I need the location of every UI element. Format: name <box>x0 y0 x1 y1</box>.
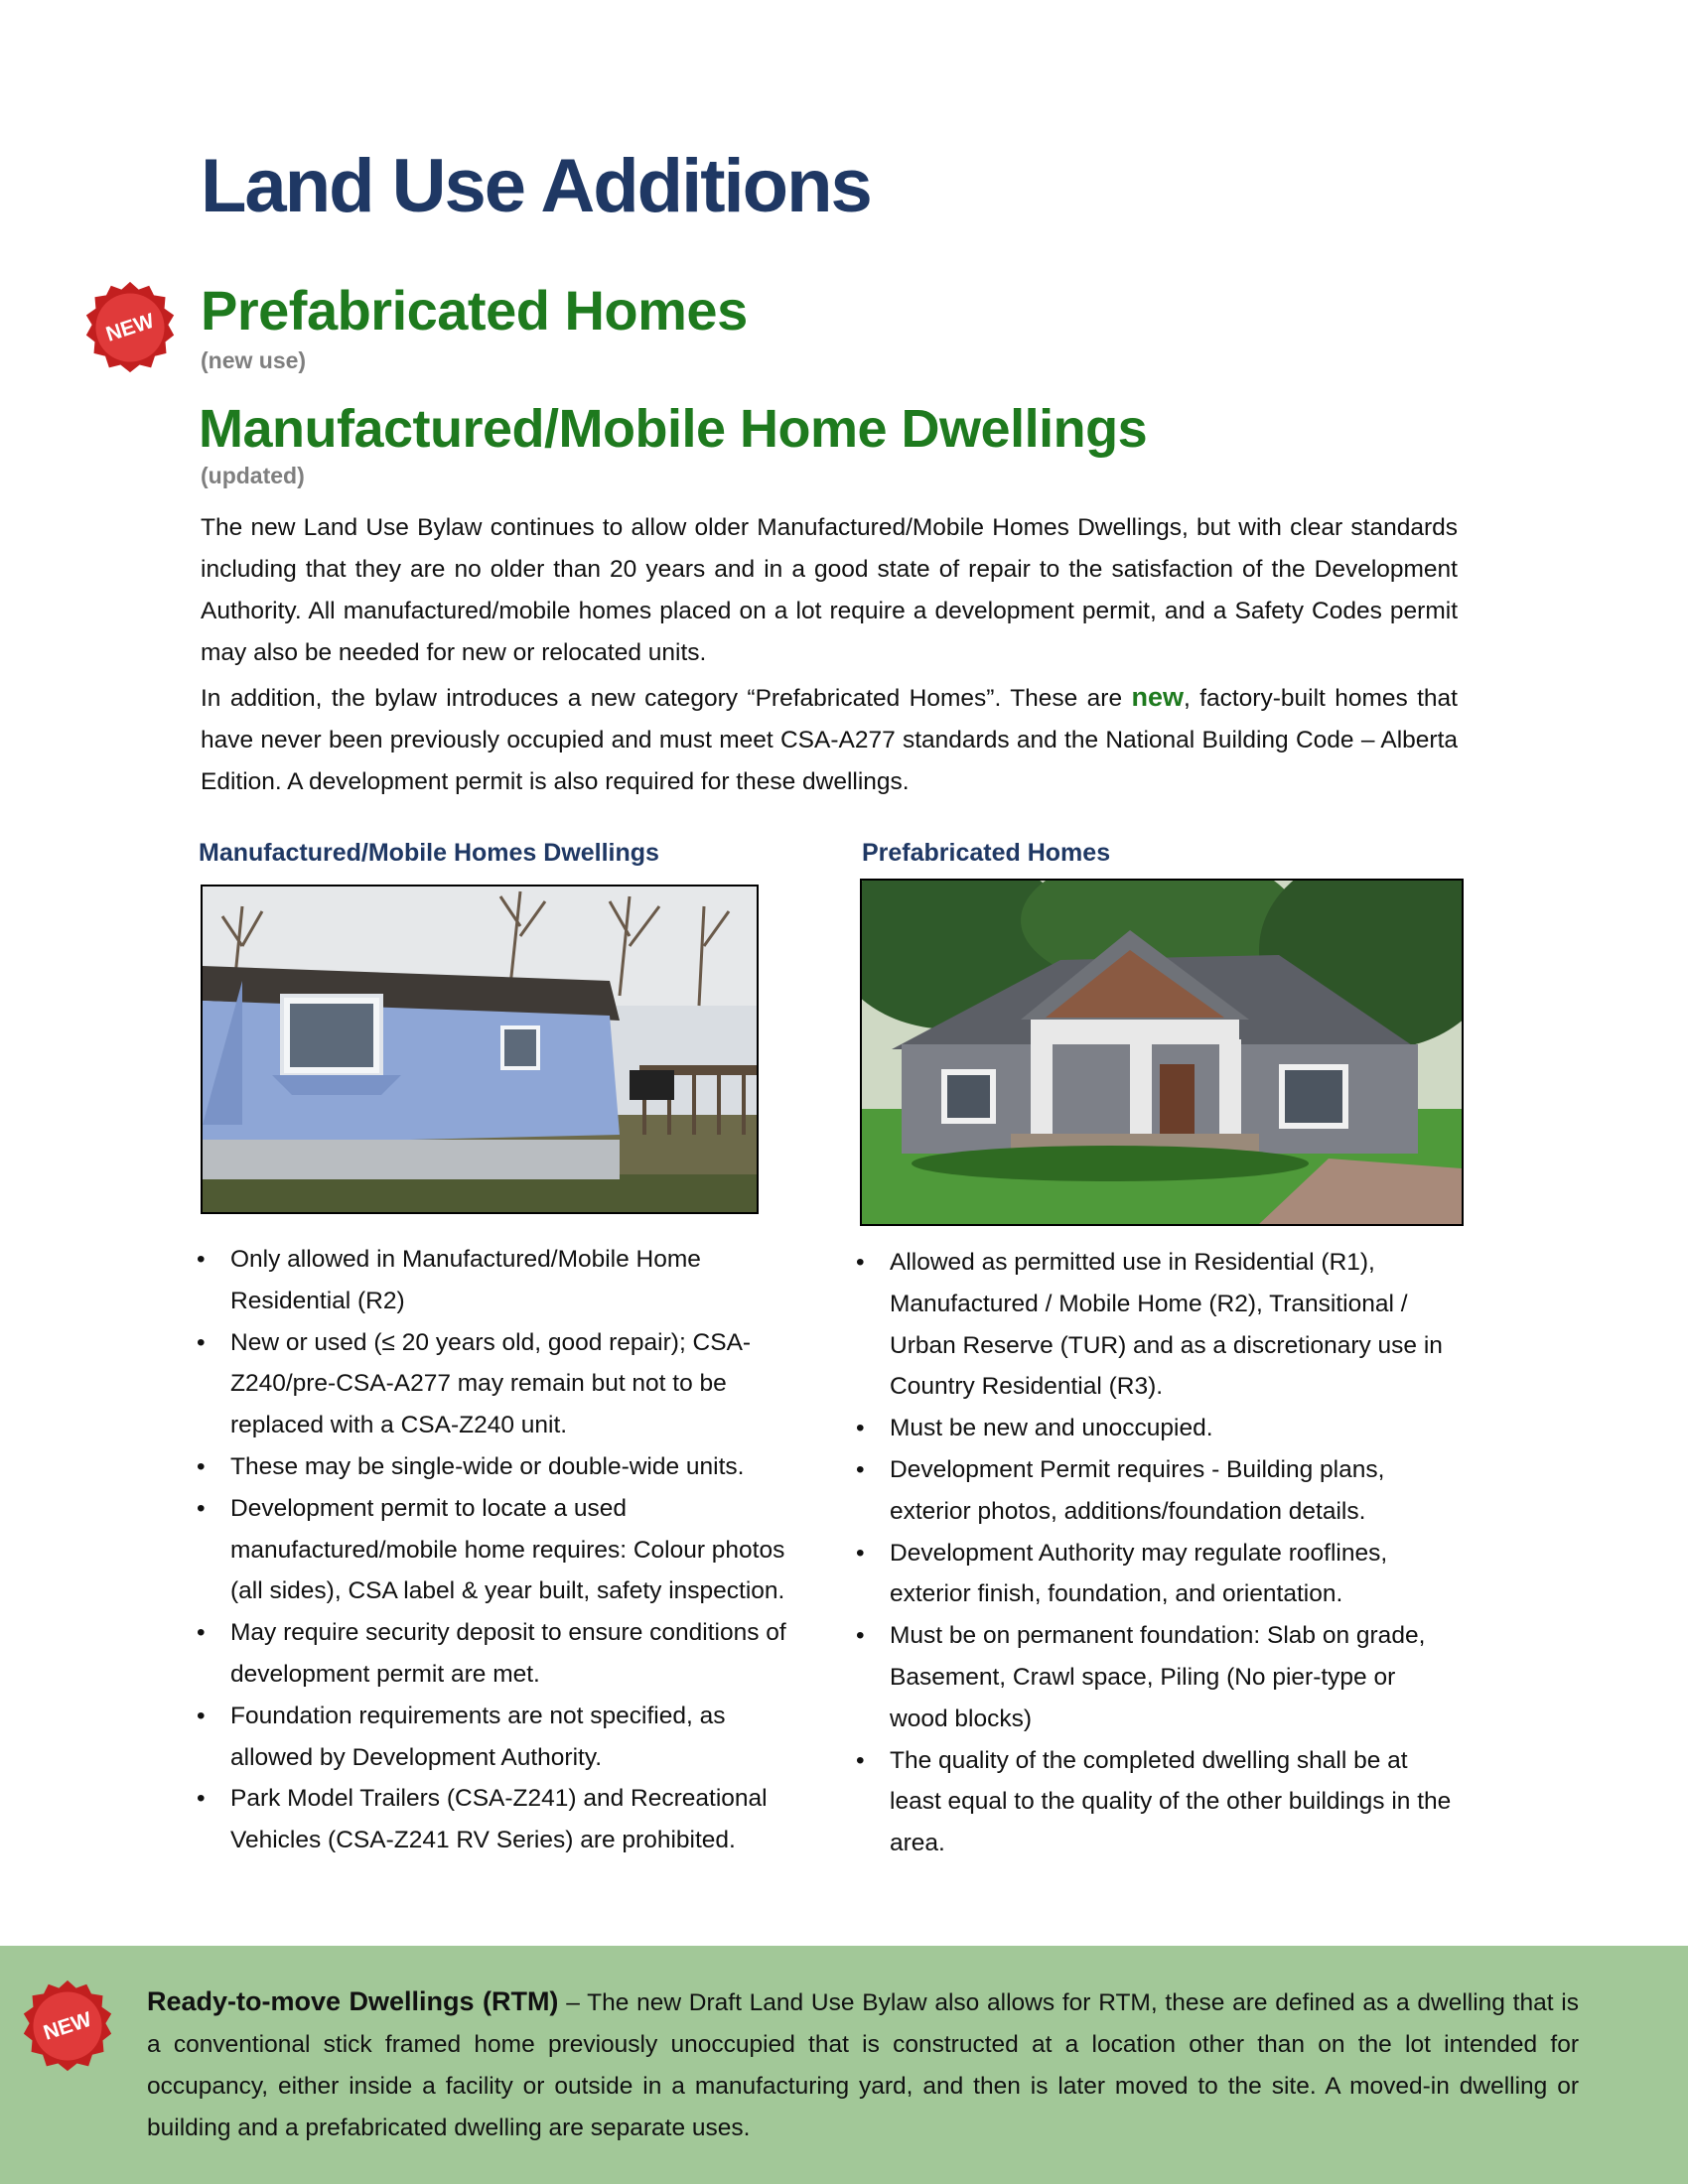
new-highlight: new <box>1131 682 1184 712</box>
left-column-heading: Manufactured/Mobile Homes Dwellings <box>199 839 659 867</box>
list-item: • Must be new and unoccupied. <box>856 1408 1452 1449</box>
prefab-home-photo <box>860 879 1464 1226</box>
prefab-subtitle: (new use) <box>201 347 307 373</box>
list-item: • The quality of the completed dwelling shall be at least equal to the quality of the other buildings in the area. <box>856 1740 1452 1864</box>
right-column-heading: Prefabricated Homes <box>862 839 1111 867</box>
new-badge-icon <box>82 280 178 375</box>
prefab-paragraph: In addition, the bylaw introduces a new category “Prefabricated Homes”. These are new, factory-built homes that have never been previously occupied and must meet CSA-A277 standards and the National Building Code – Alberta Edition. A development permit is also required for these dwellings. <box>201 682 1458 795</box>
prefab-bullet-list <box>856 1242 1452 1864</box>
list-item: • Development permit to locate a used manufactured/mobile home requires: Colour photos (all sides), CSA label & year built, safety inspection. <box>197 1488 802 1612</box>
list-item: • Development Permit requires - Building plans, exterior photos, additions/foundation details. <box>856 1449 1452 1533</box>
prefab-heading: Prefabricated Homes <box>201 279 748 341</box>
list-item: • Development Authority may regulate rooflines, exterior finish, foundation, and orientation. <box>856 1533 1452 1616</box>
mobile-bullet-list <box>197 1239 802 1861</box>
mobile-home-photo <box>201 885 759 1214</box>
rtm-title: Ready-to-move Dwellings (RTM) <box>147 1986 559 2016</box>
badge-text: NEW <box>41 2007 95 2045</box>
badge-text: NEW <box>103 309 158 346</box>
list-item: • Allowed as permitted use in Residential (R1), Manufactured / Mobile Home (R2), Transitional / Urban Reserve (TUR) and as a discretionary use in Country Residential (R3). <box>856 1242 1452 1408</box>
list-item: • Only allowed in Manufactured/Mobile Home Residential (R2) <box>197 1239 802 1322</box>
rtm-paragraph: Ready-to-move Dwellings (RTM) – The new Draft Land Use Bylaw also allows for RTM, these are defined as a dwelling that is a conventional stick framed home previously unoccupied that is constructed at a location other than on the lot intended for occupancy, either inside a facility or outside in a manufacturing yard, and then is later moved to the site. A moved-in dwelling or building and a prefabricated dwelling are separate uses. <box>147 1986 1579 2141</box>
new-badge-icon <box>20 1979 115 2074</box>
mobile-subtitle: (updated) <box>201 463 305 488</box>
list-item: • Must be on permanent foundation: Slab on grade, Basement, Crawl space, Piling (No pier-type or wood blocks) <box>856 1615 1452 1739</box>
list-item: • Foundation requirements are not specified, as allowed by Development Authority. <box>197 1696 802 1779</box>
page-title: Land Use Additions <box>201 144 871 228</box>
list-item: • These may be single-wide or double-wide units. <box>197 1446 802 1488</box>
list-item: • Park Model Trailers (CSA-Z241) and Recreational Vehicles (CSA-Z241 RV Series) are prohibited. <box>197 1778 802 1861</box>
list-item: • May require security deposit to ensure conditions of development permit are met. <box>197 1612 802 1696</box>
intro-paragraph: The new Land Use Bylaw continues to allow older Manufactured/Mobile Homes Dwellings, but with clear standards including that they are no older than 20 years and in a good state of repair to the satisfaction of the Development Authority. All manufactured/mobile homes placed on a lot require a development permit, and a Safety Codes permit may also be needed for new or relocated units. <box>201 514 1458 666</box>
list-item: • New or used (≤ 20 years old, good repair); CSA-Z240/pre-CSA-A277 may remain but not to be replaced with a CSA-Z240 unit. <box>197 1322 802 1446</box>
mobile-heading: Manufactured/Mobile Home Dwellings <box>199 399 1148 459</box>
